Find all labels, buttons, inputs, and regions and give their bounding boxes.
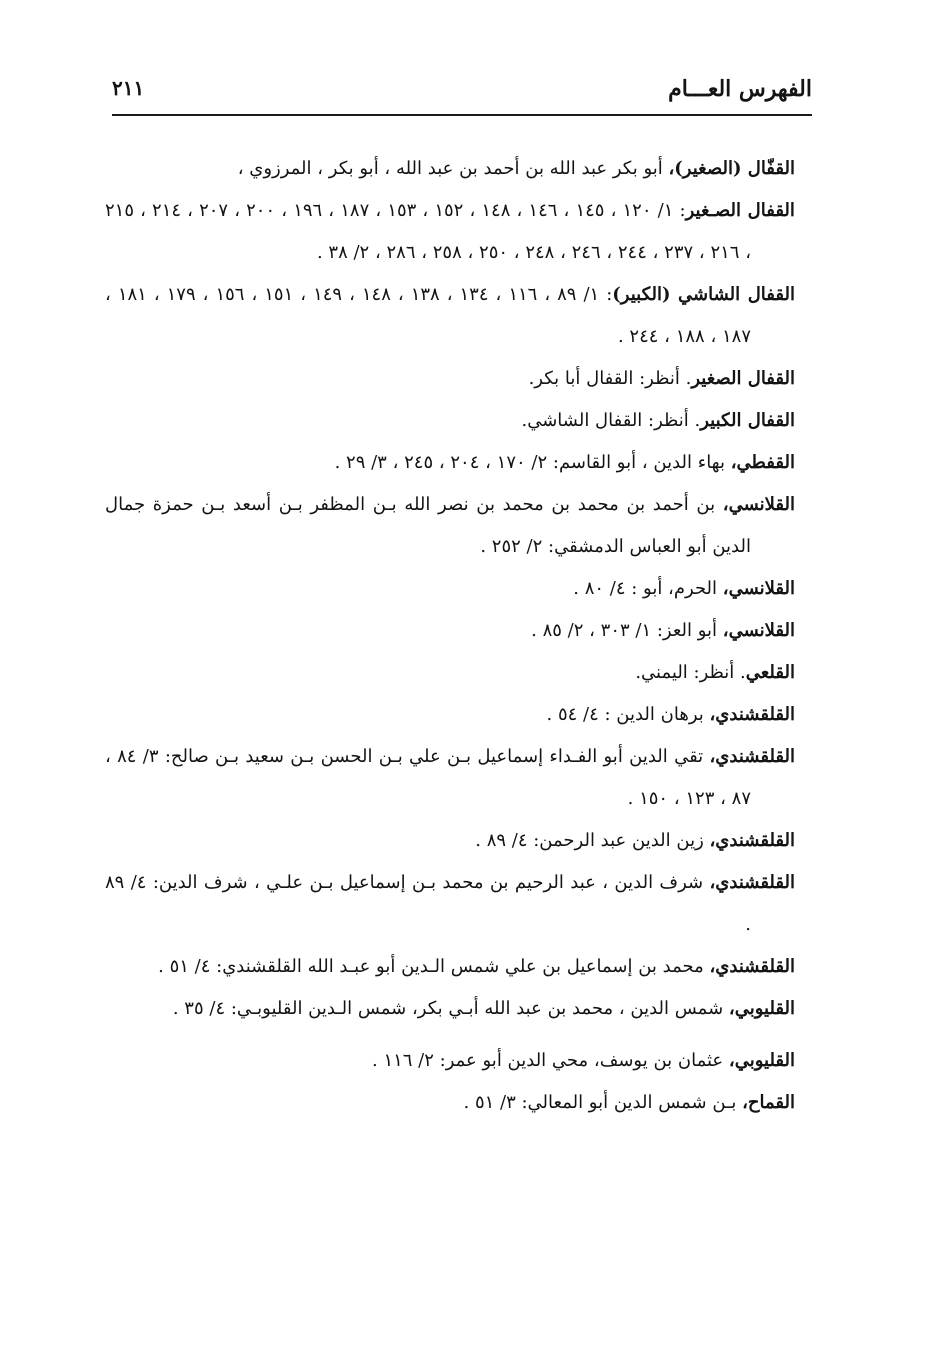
- entry-heading: القلقشندي،: [709, 956, 795, 977]
- index-entry: [105, 1082, 795, 1124]
- entry-text: أبو بكر عبد الله بن أحمد بن عبد الله ، أبو بكر ، المرزوي ،: [237, 158, 669, 179]
- entry-heading: القلقشندي،: [709, 704, 795, 725]
- entry-heading: القفال الشاشي (الكبير): [612, 284, 795, 305]
- entry-text: بهاء الدين ، أبو القاسم: ٢/ ١٧٠ ، ٢٠٤ ، ٢٤٥ ، ٣/ ٢٩ .: [334, 452, 731, 473]
- index-entry: [105, 358, 795, 400]
- entry-text: . أنظر: القفال أبا بكر.: [528, 368, 692, 389]
- entry-text: : ١/ ١٢٠ ، ١٤٥ ، ١٤٦ ، ١٤٨ ، ١٥٢ ، ١٥٣ ، ١٨٧ ، ١٩٦ ، ٢٠٠ ، ٢٠٧ ، ٢١٤ ، ٢١٥ ، ٢١٦ ، ٢٣٧ ، ٢٤٤ ، ٢٤٦ ، ٢٤٨ ، ٢٥٠ ، ٢٥٨ ، ٢٨٦ ، ٢/ ٣٨ .: [105, 200, 751, 263]
- entry-text: بن أحمد بن محمد بن محمد بن نصر الله بـن المظفر بـن أسعد بـن حمزة جمال الدين أبو العباس الدمشقي: ٢/ ٢٥٢ .: [105, 494, 751, 557]
- index-entry: [105, 652, 795, 694]
- index-entry: [105, 946, 795, 988]
- entry-heading: القلانسي،: [722, 494, 795, 515]
- entry-text: برهان الدين : ٤/ ٥٤ .: [546, 704, 710, 725]
- index-entry: [105, 988, 795, 1030]
- index-entry: [105, 190, 795, 274]
- page-number: ٢١١: [112, 76, 145, 100]
- entry-heading: القليوبي،: [728, 998, 795, 1019]
- entry-text: الحرم، أبو : ٤/ ٨٠ .: [573, 578, 723, 599]
- entry-heading: القفّال (الصغير)،: [668, 158, 795, 179]
- entry-heading: القلعي: [745, 662, 795, 683]
- entry-heading: القلقشندي،: [709, 746, 795, 767]
- entry-heading: القفال الصغير: [691, 368, 795, 389]
- entry-text: . أنظر: اليمني.: [635, 662, 746, 683]
- entry-text: شرف الدين ، عبد الرحيم بن محمد بـن إسماعيل بـن علـي ، شرف الدين: ٤/ ٨٩ .: [105, 872, 751, 935]
- entry-heading: القلانسي،: [722, 578, 795, 599]
- index-entry: [105, 568, 795, 610]
- entry-heading: القلقشندي،: [709, 830, 795, 851]
- entry-heading: القلقشندي،: [709, 872, 795, 893]
- index-entry: [105, 400, 795, 442]
- entry-heading: القفطي،: [730, 452, 795, 473]
- entry-text: شمس الدين ، محمد بن عبد الله أبـي بكر، شمس الـدين القليوبـي: ٤/ ٣٥ .: [172, 998, 729, 1019]
- entry-text: زين الدين عبد الرحمن: ٤/ ٨٩ .: [475, 830, 710, 851]
- page-header: [112, 70, 812, 116]
- index-entry: [105, 736, 795, 820]
- index-entry: [105, 148, 795, 190]
- entry-text: أبو العز: ١/ ٣٠٣ ، ٢/ ٨٥ .: [531, 620, 723, 641]
- entry-text: . أنظر: القفال الشاشي.: [521, 410, 701, 431]
- entry-text: عثمان بن يوسف، محي الدين أبو عمر: ٢/ ١١٦ .: [371, 1050, 729, 1071]
- entry-heading: القفال الكبير: [700, 410, 795, 431]
- entry-text: : ١/ ٨٩ ، ١١٦ ، ١٣٤ ، ١٣٨ ، ١٤٨ ، ١٤٩ ، ١٥١ ، ١٥٦ ، ١٧٩ ، ١٨١ ، ١٨٧ ، ١٨٨ ، ٢٤٤ .: [105, 284, 751, 347]
- index-entry: [105, 442, 795, 484]
- entry-heading: القليوبي،: [728, 1050, 795, 1071]
- index-entry: [105, 820, 795, 862]
- index-entry: [105, 694, 795, 736]
- entry-heading: القماح،: [742, 1092, 795, 1113]
- entry-heading: القفال الصـغير: [685, 200, 795, 221]
- entry-text: تقي الدين أبو الفـداء إسماعيل بـن علي بـن الحسن بـن سعيد بـن صالح: ٣/ ٨٤ ، ٨٧ ، ١٢٣ ، ١٥٠ .: [105, 746, 751, 809]
- index-entry: [105, 1040, 795, 1082]
- entry-heading: القلانسي،: [722, 620, 795, 641]
- index-entry: [105, 610, 795, 652]
- index-entry: [105, 862, 795, 946]
- index-entry: [105, 484, 795, 568]
- entry-text: بـن شمس الدين أبو المعالي: ٣/ ٥١ .: [463, 1092, 743, 1113]
- index-entry: [105, 274, 795, 358]
- entry-text: محمد بن إسماعيل بن علي شمس الـدين أبو عبـد الله القلقشندي: ٤/ ٥١ .: [158, 956, 710, 977]
- index-entries: [105, 148, 795, 1124]
- running-title: الفهرس العـــام: [668, 76, 812, 102]
